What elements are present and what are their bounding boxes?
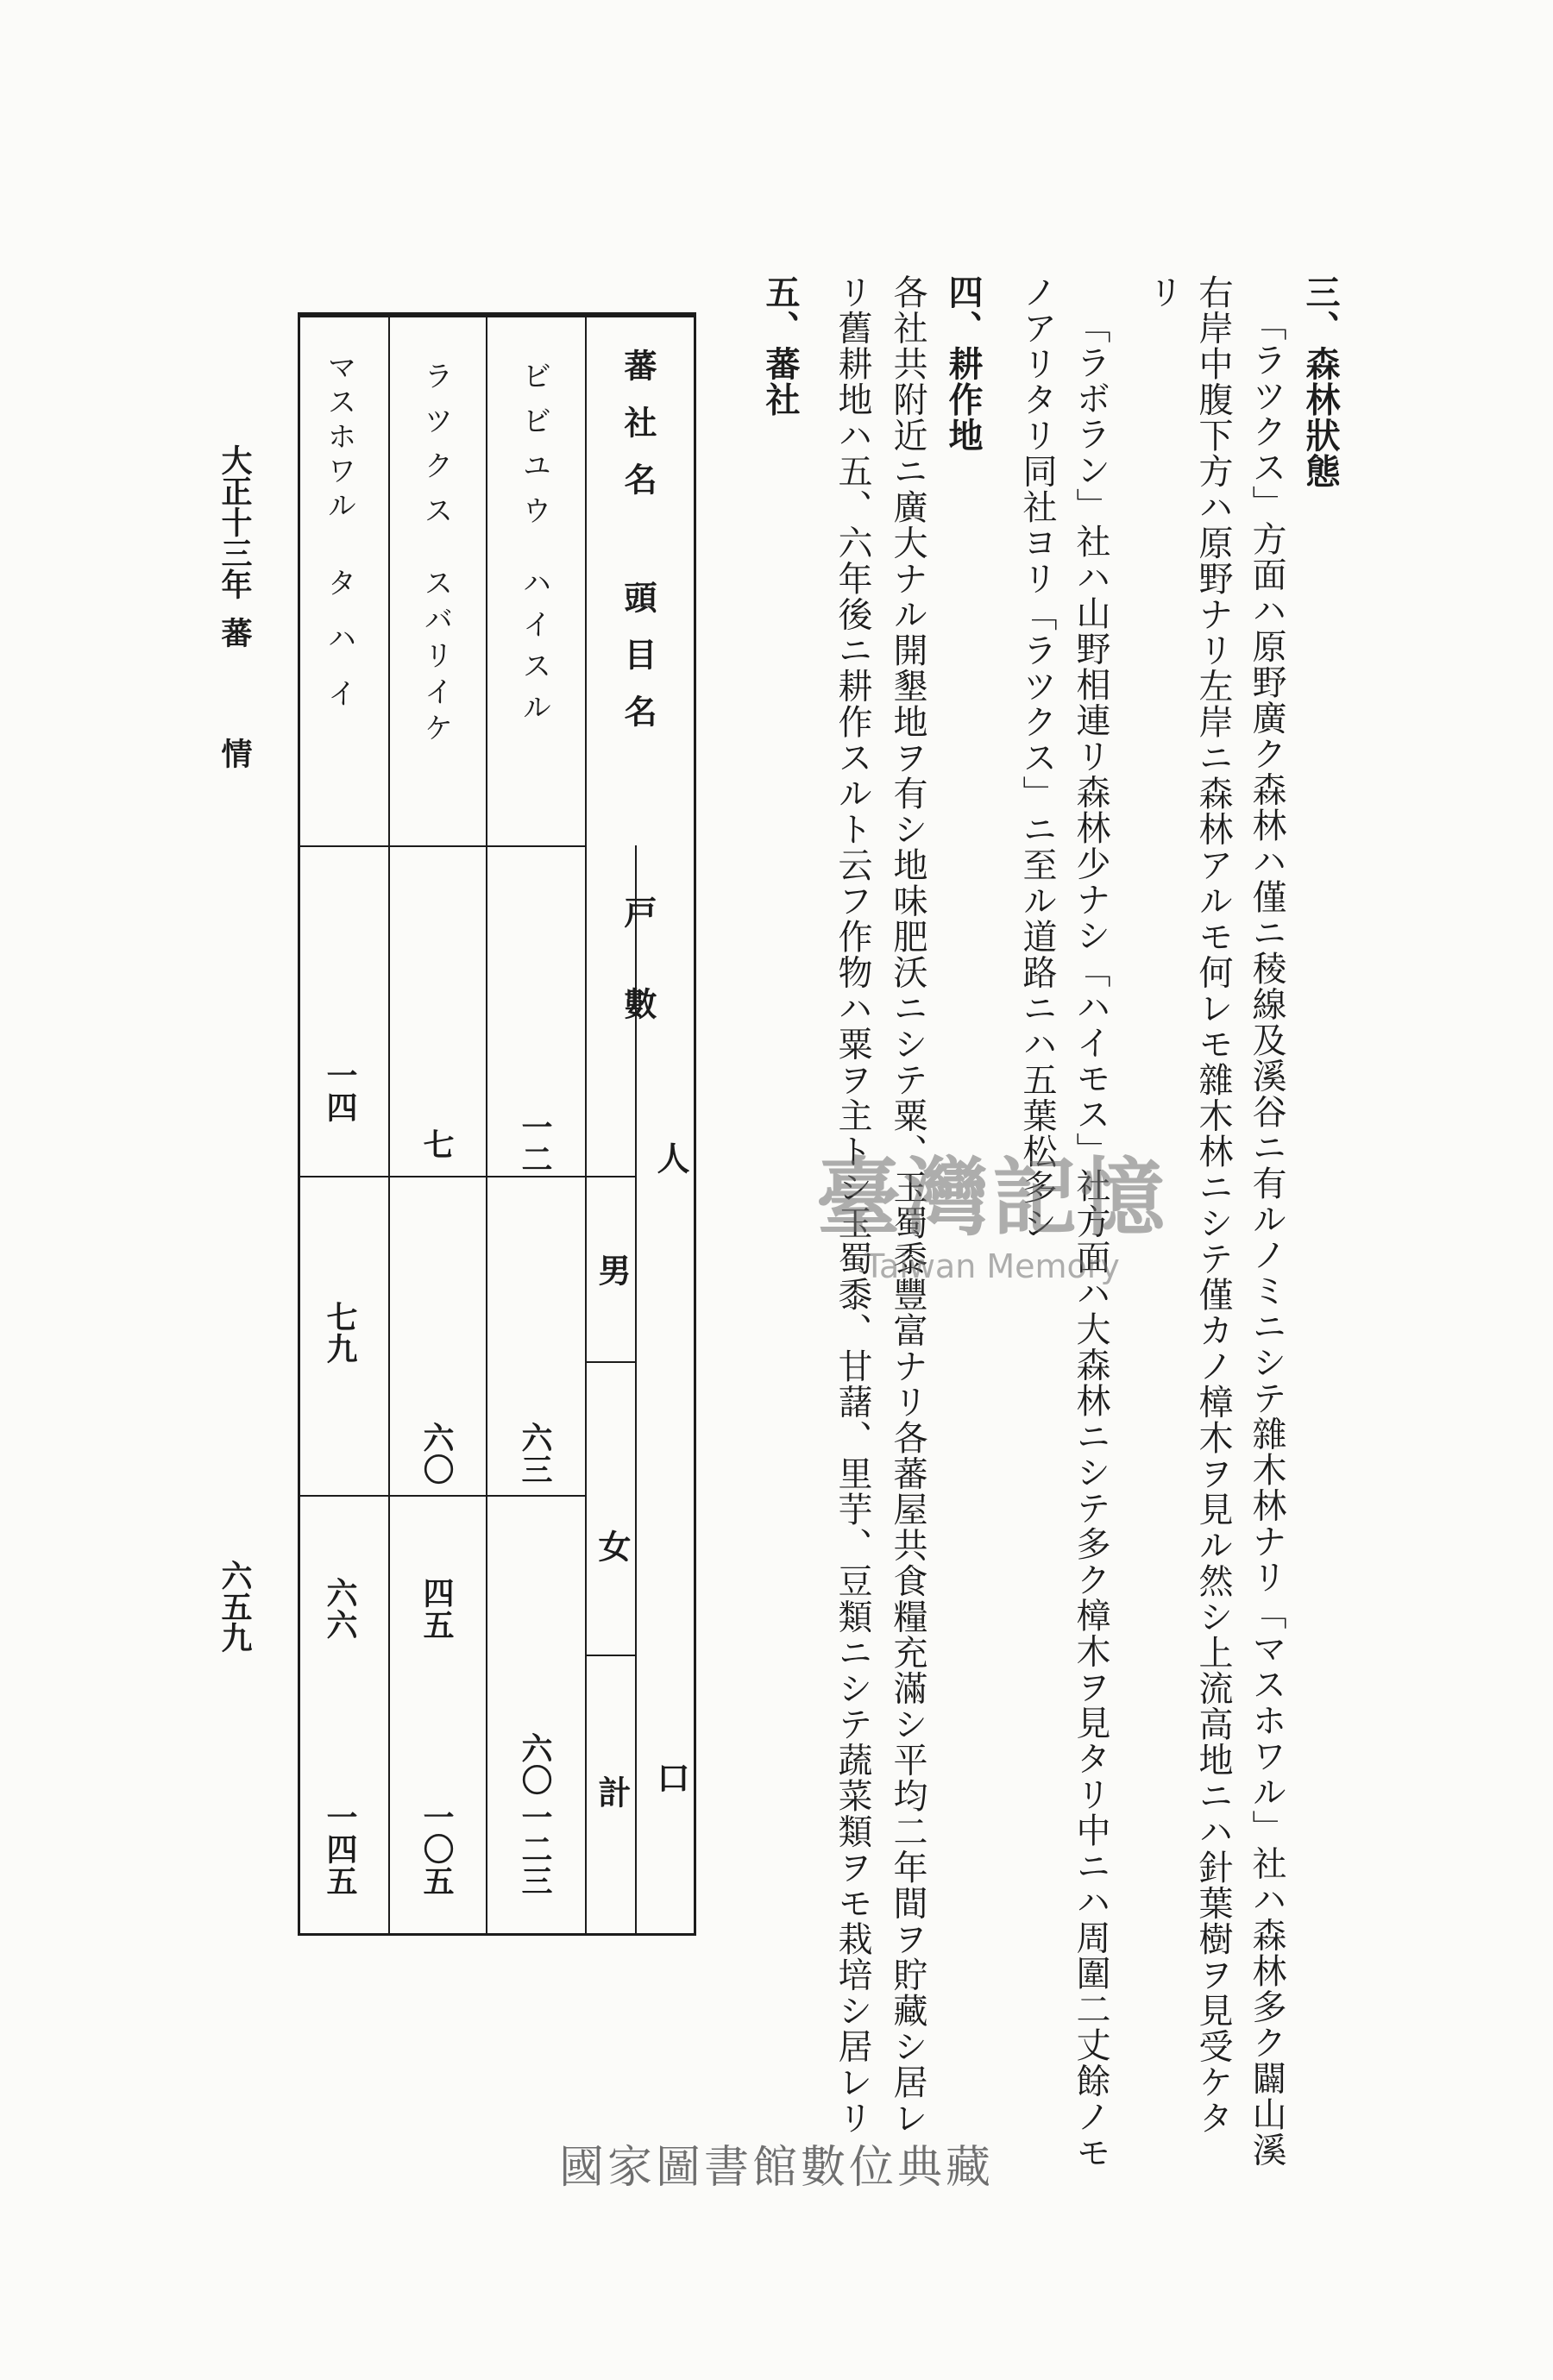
header-male: 男 [593,1253,632,1287]
text-line: 右岸中腹下方ハ原野ナリ左岸ニ森林アルモ何レモ雜木林ニシテ僅カノ樟木ヲ見ル然シ上流高地ニハ針葉樹ヲ見受ケタ [1193,274,1233,2136]
female-value: 六六 [322,1577,358,1641]
chief-name: ハイスル [517,568,551,733]
running-head-title2: 情 [217,738,253,769]
table-vline [585,317,587,1933]
female-value: 四五 [418,1577,455,1641]
male-value: 七九 [322,1301,358,1365]
households-value: 一二 [517,1111,553,1175]
table-vline [486,317,487,1933]
header-total: 計 [593,1775,632,1809]
text-line: 「ラボラン」社ハ山野相連リ森林少ナシ「ハイモス」社方面ハ大森林ニシテ多ク樟木ヲ見タリ中ニハ周圍二丈餘ノモ [1071,309,1110,2170]
running-head-book: 大正十三年 [217,444,253,600]
tribe-name: ビビユウ [517,361,551,540]
header-households: 戸數 [619,895,657,1078]
table-vline [388,317,390,1933]
tribe-name: マスホワル [322,352,356,524]
text-line: リ舊耕地ハ五、六年後ニ耕作スルト云フ作物ハ粟ヲ主トシ玉蜀黍、甘藷、里芋、豆類ニシテ蔬菜類ヲモ栽培シ居レリ [833,274,872,2136]
heading-forest: 三、森林狀態 [1300,274,1341,489]
header-tribe-name: 蕃社名 [619,349,657,519]
table-hline [300,1176,637,1177]
text-line: 各社共附近ニ廣大ナル開墾地ヲ有シ地味肥沃ニシテ粟、玉蜀黍豐富ナリ各蕃屋共食糧充滿シ平均二年間ヲ貯藏シ居レ [888,274,927,2136]
table-hline [585,1361,635,1363]
total-value: 一〇五 [418,1801,455,1897]
male-value: 六〇 [418,1422,455,1485]
footer-archive-label: 國家圖書館數位典藏 [558,2142,994,2194]
watermark [768,1148,1217,1285]
text-line: ノアリタリ同社ヨリ「ラツクス」ニ至ル道路ニハ五葉松多シ [1017,274,1057,1241]
running-head-title: 蕃 [217,617,253,648]
chief-name: スバリイケ [418,568,453,749]
watermark-sub: Taiwan Memory [865,1247,1120,1285]
heading-farmland: 四、耕作地 [943,274,984,454]
page-number: 六五九 [217,1560,253,1653]
households-value: 一四 [322,1059,358,1123]
header-population: 人口 [651,1141,690,2380]
text-line: 「ラツクス」方面ハ原野廣ク森林ハ僅ニ稜線及溪谷ニ有ルノミニシテ雜木林ナリ「マスホワル」社ハ森林多ク闢山溪 [1247,306,1286,2168]
total-value: 一四五 [322,1801,358,1897]
header-female: 女 [593,1529,632,1563]
male-value: 六三 [517,1422,553,1485]
table-hline [300,1495,585,1497]
population-table [298,312,696,2380]
total-value: 一二三 [517,1801,553,1897]
tribe-name: ラツクス [418,361,453,540]
table-hline [300,845,585,847]
header-chief-name: 頭目名 [619,581,657,751]
households-value: 七 [418,1128,455,1160]
chief-name: タハイ [322,568,356,733]
text-line: リ [1143,274,1183,311]
watermark-main: 臺灣記憶 [815,1148,1168,1247]
female-value: 六〇 [517,1732,553,1796]
heading-tribes: 五、蕃社 [760,274,801,418]
table-hline [585,1655,635,1656]
